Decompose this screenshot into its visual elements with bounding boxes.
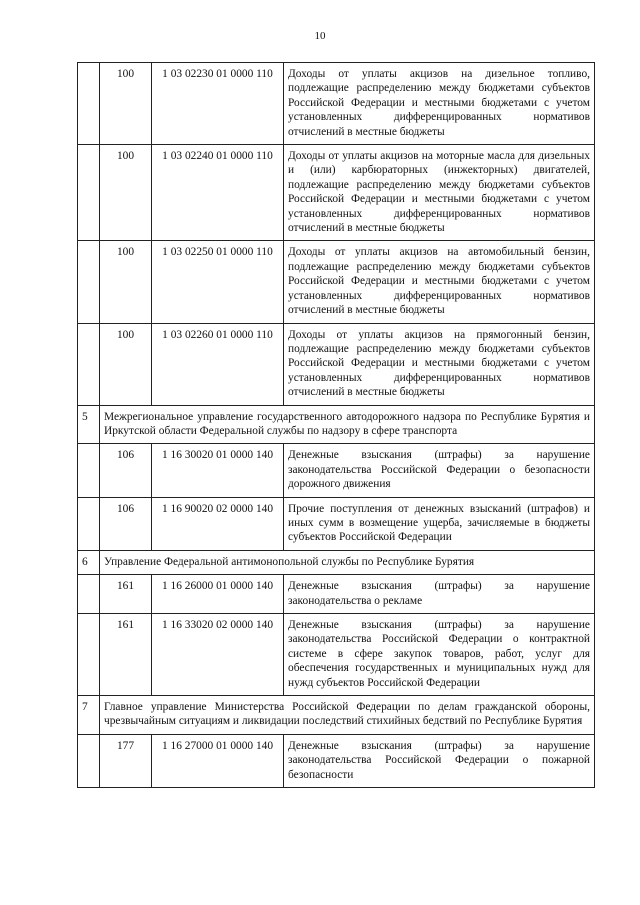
row-number-cell [78,497,100,550]
agency-row [78,696,595,735]
agency-number: 7 [78,696,100,735]
table-row [78,575,595,614]
budget-class-code: 1 16 27000 01 0000 140 [152,734,284,787]
revenue-description: Доходы от уплаты акцизов на автомобильный бензин, подлежащие распределению между бюджетами субъектов Российской Федерации и местными бюджетами с учетом установленных дифференцированных нормативов отчислений в местные бюджеты [284,241,595,323]
revenue-description: Доходы от уплаты акцизов на дизельное топливо, подлежащие распределению между бюджетами субъектов Российской Федерации и местными бюджетами с учетом установленных дифференцированных нормативов отчислений в местные бюджеты [284,63,595,145]
budget-class-code: 1 03 02230 01 0000 110 [152,63,284,145]
budget-class-code: 1 03 02260 01 0000 110 [152,323,284,405]
row-number-cell [78,241,100,323]
row-number-cell [78,444,100,497]
row-number-cell [78,575,100,614]
budget-class-code: 1 16 33020 02 0000 140 [152,614,284,696]
row-number-cell [78,614,100,696]
row-number-cell [78,323,100,405]
budget-class-code: 1 16 26000 01 0000 140 [152,575,284,614]
table-row [78,323,595,405]
revenue-description: Денежные взыскания (штрафы) за нарушение законодательства Российской Федерации о безопасности дорожного движения [284,444,595,497]
agency-name: Управление Федеральной антимонопольной службы по Республике Бурятия [100,550,595,574]
row-number-cell [78,63,100,145]
table-row [78,734,595,787]
table-row [78,63,595,145]
row-number-cell [78,734,100,787]
budget-class-code: 1 03 02250 01 0000 110 [152,241,284,323]
table-row [78,145,595,241]
admin-code: 100 [100,63,152,145]
revenue-description: Прочие поступления от денежных взысканий (штрафов) и иных сумм в возмещение ущерба, зачисляемые в бюджеты субъектов Российской Федерации [284,497,595,550]
revenue-description: Доходы от уплаты акцизов на моторные масла для дизельных и (или) карбюраторных (инжекторных) двигателей, подлежащие распределению между бюджетами субъектов Российской Федерации и местными бюджетами с учетом установленных дифференцированных нормативов отчислений в местные бюджеты [284,145,595,241]
page-number: 10 [314,30,326,42]
admin-code: 106 [100,497,152,550]
agency-number: 6 [78,550,100,574]
budget-class-code: 1 03 02240 01 0000 110 [152,145,284,241]
revenue-description: Денежные взыскания (штрафы) за нарушение законодательства Российской Федерации о пожарной безопасности [284,734,595,787]
agency-number: 5 [78,405,100,444]
admin-code: 100 [100,145,152,241]
admin-code: 100 [100,323,152,405]
admin-code: 100 [100,241,152,323]
table-row [78,444,595,497]
admin-code: 161 [100,575,152,614]
admin-code: 161 [100,614,152,696]
table-row [78,497,595,550]
revenue-description: Денежные взыскания (штрафы) за нарушение законодательства о рекламе [284,575,595,614]
agency-row [78,405,595,444]
budget-revenue-table [77,62,595,788]
table-row [78,241,595,323]
revenue-description: Денежные взыскания (штрафы) за нарушение законодательства Российской Федерации о контрактной системе в сфере закупок товаров, работ, услуг для обеспечения государственных и муниципальных нужд для нужд субъектов Российской Федерации [284,614,595,696]
budget-class-code: 1 16 90020 02 0000 140 [152,497,284,550]
admin-code: 106 [100,444,152,497]
agency-row [78,550,595,574]
table-row [78,614,595,696]
revenue-description: Доходы от уплаты акцизов на прямогонный бензин, подлежащие распределению между бюджетами субъектов Российской Федерации и местными бюджетами с учетом установленных дифференцированных нормативов отчислений в местные бюджеты [284,323,595,405]
agency-name: Главное управление Министерства Российской Федерации по делам гражданской обороны, чрезвычайным ситуациям и ликвидации последствий стихийных бедствий по Республике Бурятия [100,696,595,735]
budget-class-code: 1 16 30020 01 0000 140 [152,444,284,497]
row-number-cell [78,145,100,241]
agency-name: Межрегиональное управление государственного автодорожного надзора по Республике Бурятия и Иркутской области Федеральной службы по надзору в сфере транспорта [100,405,595,444]
admin-code: 177 [100,734,152,787]
